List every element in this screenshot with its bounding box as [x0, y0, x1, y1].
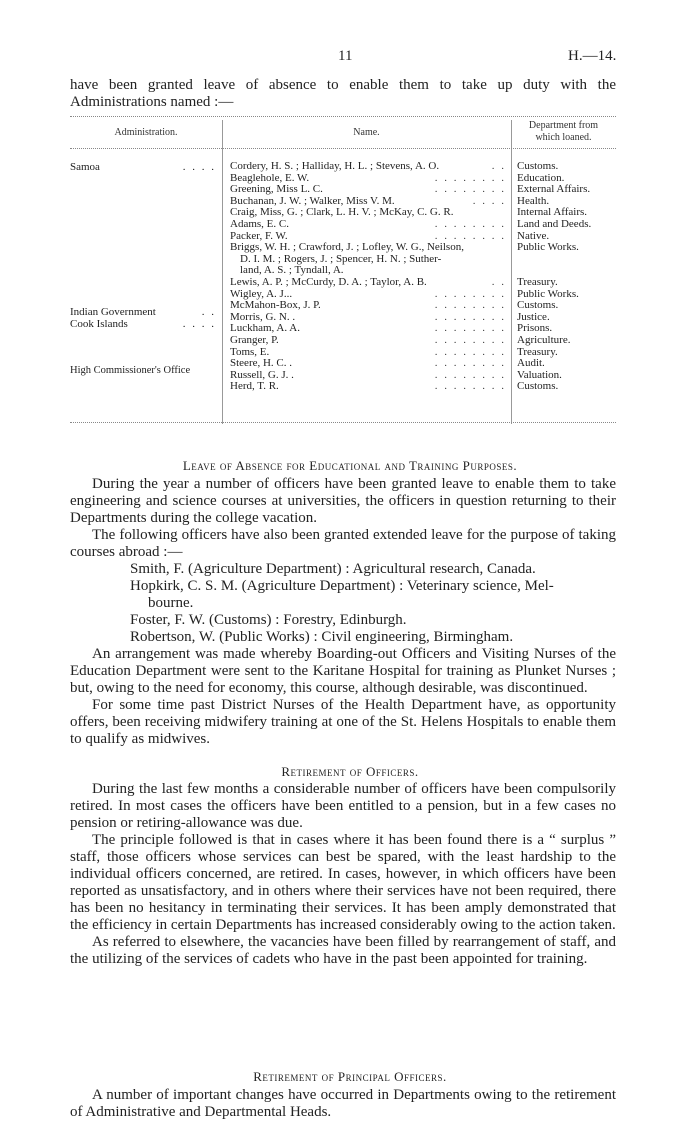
column-header-name: Name. [353, 127, 380, 138]
department-cell: Prisons. [517, 322, 553, 335]
section-heading-principal-officers [0, 1069, 700, 1085]
name-row-continuation [230, 254, 506, 266]
admin-samoa [70, 161, 222, 174]
name-row [230, 184, 506, 196]
name-text: Briggs, W. H. ; Crawford, J. ; Lofley, W. G., Neilson, [230, 242, 464, 254]
leader-dots: . . . . . . . . [434, 358, 506, 370]
department-cell: Land and Deeds. [517, 217, 592, 230]
department-cell: External Affairs. [517, 183, 591, 196]
name-row [230, 300, 506, 312]
name-text: Granger, P. [230, 334, 279, 346]
admin-label: Indian Government [70, 306, 156, 318]
name-text: Craig, Miss, G. ; Clark, L. H. V. ; McKay, C. G. R. [230, 207, 454, 219]
name-text: D. I. M. ; Rogers, J. ; Spencer, H. N. ; Suther- [240, 253, 442, 265]
department-cell: Customs. [517, 380, 559, 393]
paragraph: As referred to elsewhere, the vacancies have been filled by rearrangement of staff, and the utilizing of the services of cadets who have in the past been appointed for training. [70, 934, 616, 967]
leader-dots: . . . . . . . . [434, 381, 506, 393]
name-row [230, 289, 506, 301]
heading-text: Retirement of Officers. [281, 764, 419, 779]
section-heading-leave [0, 458, 700, 474]
name-text: Beaglehole, E. W. [230, 172, 310, 184]
department-cell: Agriculture. [517, 333, 571, 346]
table-bottom-rule [70, 422, 616, 423]
leader-dots: . . . . . . . . [434, 230, 506, 242]
name-text: Buchanan, J. W. ; Walker, Miss V. M. [230, 195, 395, 207]
department-cell: Native. [517, 229, 550, 242]
paragraph: During the year a number of officers have been granted leave to enable them to take engineering and science courses at universities, the officers in question returning to their Departments during the college vacation. [70, 476, 616, 526]
leader-dots: . . . . [182, 161, 216, 173]
admin-label: Samoa [70, 161, 100, 173]
course-item: Hopkirk, C. S. M. (Agriculture Department) : Veterinary science, Mel- [130, 578, 554, 594]
department-cell [517, 254, 616, 266]
document-reference: H.—14. [568, 48, 617, 64]
admin-label: High Commissioner's Office [70, 365, 191, 376]
name-text: Lewis, A. P. ; McCurdy, D. A. ; Taylor, A. B. [230, 276, 427, 288]
name-row [230, 323, 506, 335]
leader-dots: . . [491, 161, 506, 172]
name-row [230, 207, 506, 219]
leader-dots: . . . . . . . . [434, 300, 506, 312]
department-cell: Public Works. [517, 241, 579, 254]
department-cell: Internal Affairs. [517, 206, 588, 219]
name-row [230, 196, 506, 208]
name-text: Packer, F. W. [230, 230, 288, 242]
name-text: land, A. S. ; Tyndall, A. [240, 265, 344, 277]
leader-dots: . . . . . . . . [434, 346, 506, 358]
name-row [230, 370, 506, 382]
admin-cook-islands [70, 318, 222, 331]
department-cell: Justice. [517, 310, 550, 323]
paragraph: A number of important changes have occurred in Departments owing to the retirement of Administrative and Departmental Heads. [70, 1087, 616, 1120]
paragraph: The following officers have also been granted extended leave for the purpose of taking courses abroad :— [70, 527, 616, 560]
leader-dots: . . . . . . . . [434, 369, 506, 381]
names-column [230, 161, 506, 393]
name-row [230, 277, 506, 289]
course-item: Robertson, W. (Public Works) : Civil engineering, Birmingham. [130, 629, 514, 645]
heading-text: Retirement of Principal Officers. [253, 1069, 447, 1084]
name-row [230, 231, 506, 243]
department-cell: Treasury. [517, 345, 558, 358]
leader-dots: . . . . . . . . [434, 288, 506, 300]
name-text: Cordery, H. S. ; Halliday, H. L. ; Stevens, A. O. [230, 161, 440, 172]
section1-paragraphs-b [70, 646, 616, 748]
name-text: McMahon-Box, J. P. [230, 300, 321, 312]
name-row [230, 335, 506, 347]
course-item-continuation: bourne. [148, 595, 194, 611]
department-cell: Valuation. [517, 368, 562, 381]
section-heading-retirement [0, 764, 700, 780]
admin-label: Cook Islands [70, 318, 128, 330]
name-row [230, 347, 506, 359]
name-row [230, 358, 506, 370]
heading-text: Leave of Absence for Educational and Training Purposes. [182, 458, 518, 473]
paragraph: An arrangement was made whereby Boarding-out Officers and Visiting Nurses of the Education Department were sent to the Karitane Hospital for training as Plunket Nurses ; but, owing to the need for economy, this course, although desirable, was discontinued. [70, 646, 616, 696]
column-header-department-2: which loaned. [535, 132, 592, 143]
page-number: 11 [338, 48, 353, 64]
column-divider [222, 120, 223, 424]
column-divider [511, 120, 512, 424]
department-cell: Treasury. [517, 275, 558, 288]
name-row [230, 173, 506, 185]
paragraph: For some time past District Nurses of the Health Department have, as opportunity offers, been receiving midwifery training at one of the St. Helens Hospitals to enable them to qualify as midwives. [70, 697, 616, 747]
leader-dots: . . . . . . . . [434, 218, 506, 230]
leader-dots: . . . . [182, 318, 216, 330]
leader-dots: . . . . . . . . [434, 323, 506, 335]
name-text: Morris, G. N. . [230, 311, 296, 323]
department-cell: Public Works. [517, 287, 579, 300]
name-row [230, 312, 506, 324]
department-cell: Customs. [517, 160, 559, 172]
admin-high-commissioners-office [70, 364, 222, 377]
column-header-department-1: Department from [528, 120, 599, 131]
intro-line-2: Administrations named :— [70, 94, 234, 110]
course-item: Foster, F. W. (Customs) : Forestry, Edinburgh. [130, 612, 407, 628]
department-cell: Health. [517, 194, 550, 207]
name-text: Herd, T. R. [230, 381, 279, 393]
name-row [230, 381, 506, 393]
name-row [230, 161, 506, 173]
name-text: Russell, G. J. . [230, 369, 294, 381]
column-header-administration: Administration. [114, 127, 178, 138]
section3-paragraphs [70, 1087, 616, 1121]
paragraph: The principle followed is that in cases where it has been found there is a “ surplus ” staff, those officers whose services can best be spared, with the least hardship to the individual officers concerned, are retired. In cases, however, in which officers have been reported as unsatisfactory, and in others where their services have not been required, there has been no hesitancy in terminating their services. It has been amply demonstrated that the efficiency in certain Departments has increased considerably owing to the action taken. [70, 832, 616, 933]
name-text: Steere, H. C. . [230, 358, 293, 370]
name-text: Luckham, A. A. [230, 323, 300, 335]
table-top-rule [70, 116, 616, 117]
name-text: Toms, E. [230, 346, 270, 358]
leader-dots: . . . . . . . . [434, 311, 506, 323]
department-cell: Customs. [517, 299, 559, 312]
paragraph: During the last few months a considerable number of officers have been compulsorily retired. In most cases the officers have been entitled to a pension, but in a few cases no pension or retiring-allowance was due. [70, 781, 616, 831]
leader-dots: . . [201, 306, 216, 318]
name-text: Wigley, A. J... [230, 288, 293, 300]
name-text: Greening, Miss L. C. [230, 184, 323, 196]
name-text: Adams, E. C. [230, 218, 289, 230]
table-header-rule [70, 148, 616, 149]
name-row-continuation [230, 265, 506, 277]
leader-dots: . . . . . . . . [434, 334, 506, 346]
course-list [130, 561, 616, 646]
section2-paragraphs [70, 781, 616, 968]
leader-dots: . . . . . . . . [434, 184, 506, 196]
department-cell: Education. [517, 171, 565, 184]
name-row [230, 219, 506, 231]
name-row [230, 242, 506, 254]
departments-column [517, 161, 616, 393]
department-cell: Audit. [517, 357, 545, 370]
leader-dots: . . . . [472, 195, 506, 207]
intro-line-1: have been granted leave of absence to enable them to take up duty with the [70, 77, 616, 93]
loan-table [70, 116, 616, 430]
leader-dots: . . . . . . . . [434, 172, 506, 184]
course-item: Smith, F. (Agriculture Department) : Agricultural research, Canada. [130, 561, 536, 577]
leader-dots: . . [491, 276, 506, 288]
section1-paragraphs-a [70, 476, 616, 561]
